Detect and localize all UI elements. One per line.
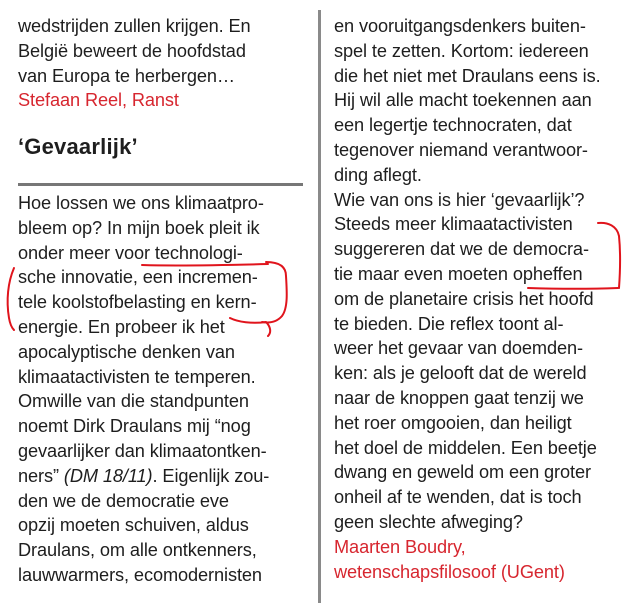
text-line: onheil af te wenden, dat is toch [334,487,582,508]
text-line: het roer omgooien, dan heiligt [334,412,572,433]
text-line: onder meer voor technologi- [18,242,243,263]
text-line: suggereren dat we de democra- [334,239,589,260]
signature-name: Maarten Boudry, [334,536,466,557]
text-line: tele koolstofbelasting en kern- [18,292,257,313]
text-line: wedstrijden zullen krijgen. En [18,16,251,36]
text-line: Draulans, om alle ontkenners, [18,540,257,561]
text-line: spel te zetten. Kortom: iedereen [334,40,589,61]
text-line: opzij moeten schuiven, aldus [18,515,249,536]
text-line: Wie van ons is hier ‘gevaarlijk’? [334,189,585,210]
text-line: apocalyptische denken van [18,341,235,362]
letter-heading: ‘Gevaarlijk’ [18,134,138,159]
text-line: lauwwarmers, ecomodernisten [18,564,262,585]
text-line: dwang en geweld om een groter [334,462,591,483]
text-line: naar de knoppen gaat tenzij we [334,387,584,408]
text-segment: ners” [18,465,59,486]
text-line: een legertje technocraten, dat [334,115,572,136]
text-line: te bieden. Die reflex toont al- [334,313,564,334]
signature-title: wetenschapsfilosoof (UGent) [334,561,565,582]
letter-signature: Stefaan Reel, Ranst [18,90,179,111]
heading-rule [18,183,303,186]
text-segment: . Eigenlijk zou- [152,465,270,486]
text-line: Hoe lossen we ons klimaatpro- [18,193,264,213]
text-line: tegenover niemand verantwoor- [334,139,588,160]
text-line: noemt Dirk Draulans mij “nog [18,416,251,437]
text-line: klimaatactivisten te temperen. [18,366,256,387]
text-line: den we de democratie eve [18,490,229,511]
text-line: van Europa te herbergen… [18,65,236,86]
text-line: en vooruitgangsdenkers buiten- [334,16,586,36]
text-line: weer het gevaar van doemden- [334,338,583,359]
text-line: ding aflegt. [334,164,422,185]
text-line [18,464,269,489]
text-line: Steeds meer klimaatactivisten [334,214,573,235]
text-line: energie. En probeer ik het [18,316,225,337]
text-line: Hij wil alle macht toekennen aan [334,90,592,111]
left-margin-bracket [8,268,14,330]
text-line: sche innovatie, een incremen- [18,267,258,288]
column-divider [318,10,321,603]
text-line: bleem op? In mijn boek pleit ik [18,217,260,238]
citation: (DM 18/11) [63,465,153,486]
text-line: om de planetaire crisis het hoofd [334,288,594,309]
text-line: geen slechte afweging? [334,511,523,532]
text-line: tie maar even moeten opheffen [334,263,583,284]
right-margin-bracket [598,223,620,288]
text-line: die het niet met Draulans eens is. [334,65,601,86]
letter-body [18,191,269,588]
text-line: ken: als je gelooft dat de wereld [334,363,587,384]
letter-ending [18,14,251,113]
text-line: gevaarlijker dan klimaatontken- [18,440,267,461]
letter-body-continued [334,14,601,584]
text-line: België beweert de hoofdstad [18,40,246,61]
text-line: Omwille van die standpunten [18,391,249,412]
text-line: het doel de middelen. Een beetje [334,437,597,458]
